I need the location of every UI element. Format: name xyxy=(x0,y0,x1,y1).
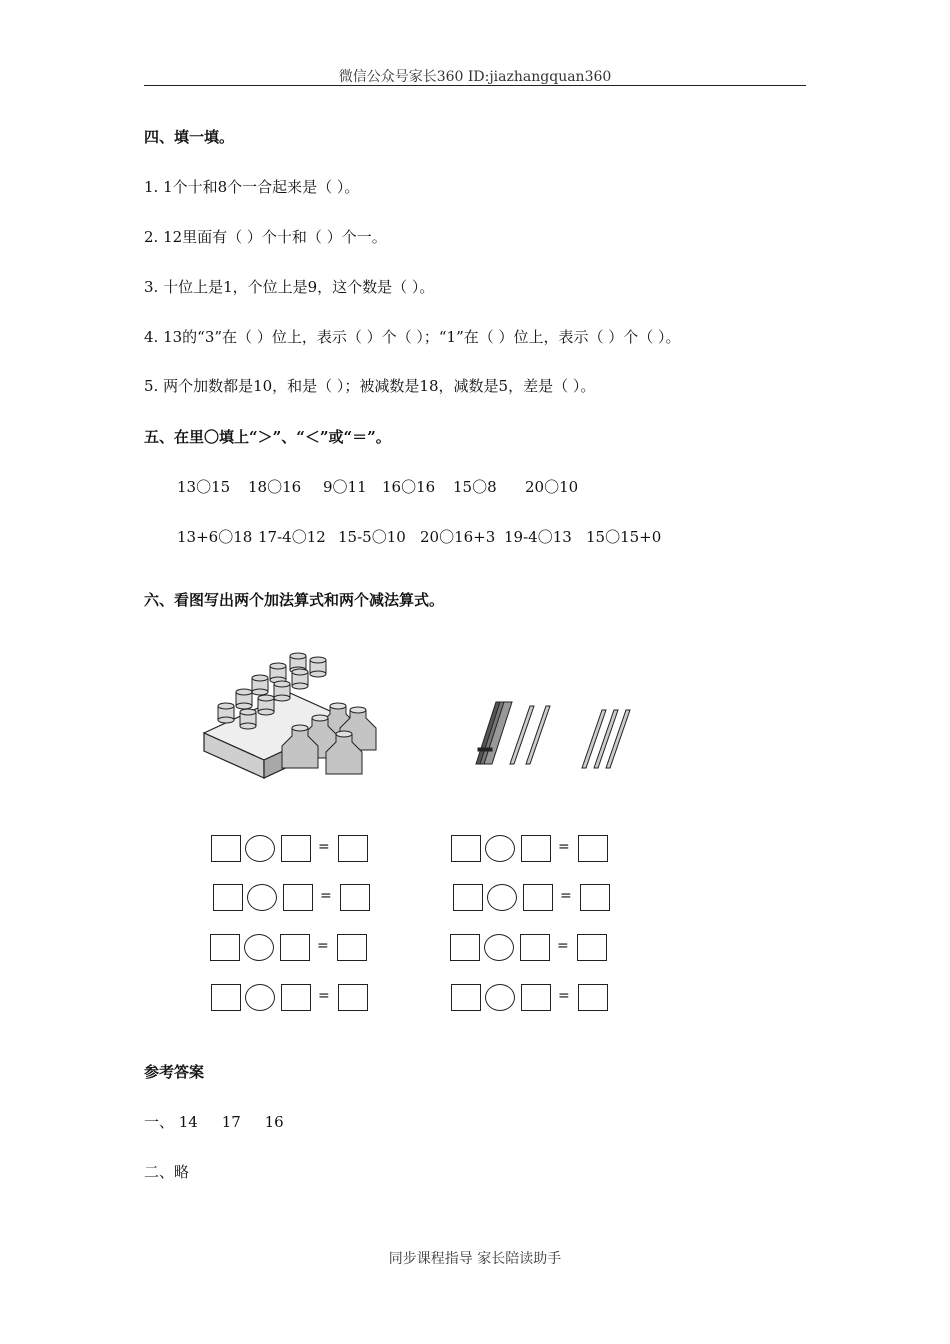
section4-title: 四、填一填。 xyxy=(144,128,235,146)
answer-box[interactable] xyxy=(451,984,481,1011)
answer-box[interactable] xyxy=(338,835,368,862)
answer-box[interactable] xyxy=(451,835,481,862)
section6-title: 六、看图写出两个加法算式和两个减法算式。 xyxy=(144,591,445,609)
compare-item: 15〇15+0 xyxy=(586,528,662,546)
equals-sign: = xyxy=(557,938,569,954)
page-footer: 同步课程指导 家长陪读助手 xyxy=(388,1251,562,1267)
equation-row xyxy=(450,934,610,964)
answer-box[interactable] xyxy=(450,934,480,961)
counting-sticks-illustration xyxy=(466,696,636,772)
answer-box[interactable] xyxy=(281,835,311,862)
compare-item: 20〇10 xyxy=(525,478,579,496)
section4-item-3: 3. 十位上是1，个位上是9，这个数是（ ）。 xyxy=(144,278,435,296)
answer-box[interactable] xyxy=(340,884,370,911)
answer-box[interactable] xyxy=(580,884,610,911)
answer-box[interactable] xyxy=(281,984,311,1011)
operator-circle[interactable] xyxy=(485,984,515,1011)
operator-circle[interactable] xyxy=(487,884,517,911)
section4-item-4: 4. 13的“3”在（ ）位上，表示（ ）个（ ）；“1”在（ ）位上，表示（ ）个（ ）。 xyxy=(144,328,681,346)
compare-item: 16〇16 xyxy=(382,478,436,496)
compare-item: 15〇8 xyxy=(453,478,497,496)
operator-circle[interactable] xyxy=(247,884,277,911)
answers-line-1: 一、 14 17 16 xyxy=(144,1113,284,1131)
equation-row xyxy=(211,835,371,865)
equals-sign: = xyxy=(318,839,330,855)
equals-sign: = xyxy=(317,938,329,954)
answer-box[interactable] xyxy=(211,984,241,1011)
compare-item: 18〇16 xyxy=(248,478,302,496)
operator-circle[interactable] xyxy=(484,934,514,961)
answer-box[interactable] xyxy=(213,884,243,911)
answer-box[interactable] xyxy=(453,884,483,911)
equals-sign: = xyxy=(560,888,572,904)
answer-box[interactable] xyxy=(521,984,551,1011)
section4-item-1: 1. 1个十和8个一合起来是（ ）。 xyxy=(144,178,360,196)
operator-circle[interactable] xyxy=(245,984,275,1011)
equals-sign: = xyxy=(318,988,330,1004)
compare-item: 13+6〇18 xyxy=(177,528,253,546)
answer-box[interactable] xyxy=(283,884,313,911)
compare-item: 17-4〇12 xyxy=(258,528,326,546)
compare-item: 15-5〇10 xyxy=(338,528,406,546)
equation-row xyxy=(451,835,611,865)
building-blocks-illustration xyxy=(200,648,390,783)
compare-item: 13〇15 xyxy=(177,478,231,496)
answer-box[interactable] xyxy=(337,934,367,961)
section4-item-5: 5. 两个加数都是10，和是（ ）；被减数是18，减数是5，差是（ ）。 xyxy=(144,377,596,395)
answer-box[interactable] xyxy=(210,934,240,961)
header-rule xyxy=(144,85,806,86)
compare-item: 9〇11 xyxy=(323,478,367,496)
equation-row xyxy=(213,884,373,914)
equation-row xyxy=(453,884,613,914)
answer-box[interactable] xyxy=(520,934,550,961)
section4-item-2: 2. 12里面有（ ）个十和（ ）个一。 xyxy=(144,228,387,246)
answer-box[interactable] xyxy=(211,835,241,862)
answers-line-2: 二、略 xyxy=(144,1163,190,1181)
equals-sign: = xyxy=(558,839,570,855)
section5-title: 五、在里〇填上“＞”、“＜”或“＝”。 xyxy=(144,428,391,446)
answer-box[interactable] xyxy=(578,984,608,1011)
equation-row xyxy=(211,984,371,1014)
answer-box[interactable] xyxy=(521,835,551,862)
operator-circle[interactable] xyxy=(485,835,515,862)
answer-box[interactable] xyxy=(523,884,553,911)
equation-row xyxy=(210,934,370,964)
answers-title: 参考答案 xyxy=(144,1063,205,1081)
answer-box[interactable] xyxy=(578,835,608,862)
operator-circle[interactable] xyxy=(244,934,274,961)
answer-box[interactable] xyxy=(577,934,607,961)
equals-sign: = xyxy=(320,888,332,904)
compare-item: 19-4〇13 xyxy=(504,528,572,546)
compare-item: 20〇16+3 xyxy=(420,528,496,546)
equation-row xyxy=(451,984,611,1014)
equals-sign: = xyxy=(558,988,570,1004)
operator-circle[interactable] xyxy=(245,835,275,862)
answer-box[interactable] xyxy=(280,934,310,961)
answer-box[interactable] xyxy=(338,984,368,1011)
page-header: 微信公众号家长360 ID:jiazhangquan360 xyxy=(338,69,612,85)
